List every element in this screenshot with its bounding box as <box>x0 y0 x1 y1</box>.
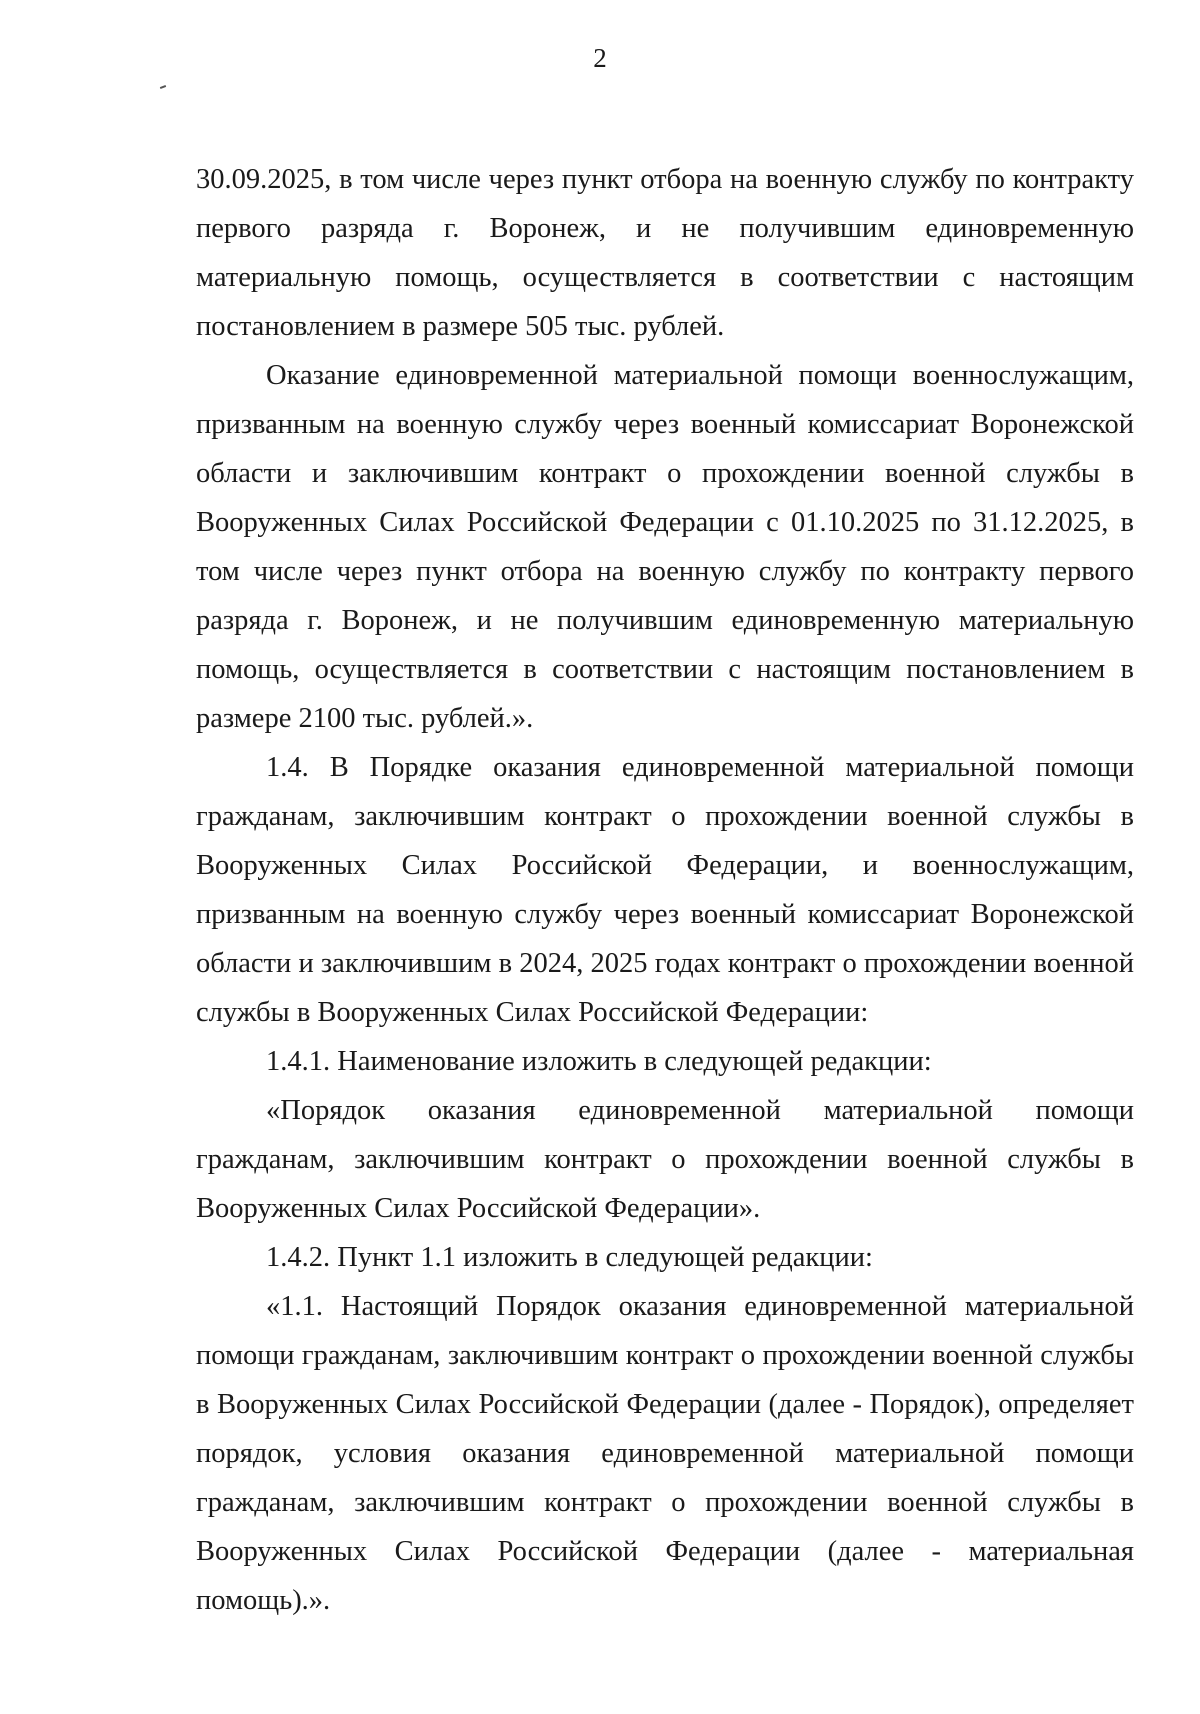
page-number: 2 <box>593 43 607 73</box>
document-body <box>196 155 1134 1625</box>
paragraph-continuation: 30.09.2025, в том числе через пункт отбора на военную службу по контракту первого разряда г. Воронеж, и не получившим единовременную материальную помощь, осуществляется в соответствии с настоящим постановлением в размере 505 тыс. рублей. <box>196 164 1134 342</box>
paragraph-item-1-4-2: 1.4.2. Пункт 1.1 изложить в следующей редакции: <box>266 1242 873 1273</box>
paragraph-item-1-4: 1.4. В Порядке оказания единовременной материальной помощи гражданам, заключившим контракт о прохождении военной службы в Вооруженных Силах Российской Федерации, и военнослужащим, призванным на военную службу через военный комиссариат Воронежской области и заключившим в 2024, 2025 годах контракт о прохождении военной службы в Вооруженных Силах Российской Федерации: <box>196 752 1134 1028</box>
paragraph-item-1-4-1: 1.4.1. Наименование изложить в следующей редакции: <box>266 1046 932 1077</box>
paragraph-assistance-2100: Оказание единовременной материальной помощи военнослужащим, призванным на военную службу через военный комиссариат Воронежской области и заключившим контракт о прохождении военной службы в Вооруженных Силах Российской Федерации с 01.10.2025 по 31.12.2025, в том числе через пункт отбора на военную службу по контракту первого разряда г. Воронеж, и не получившим единовременную материальную помощь, осуществляется в соответствии с настоящим постановлением в размере 2100 тыс. рублей.». <box>196 360 1134 734</box>
paragraph-item-1-1: «1.1. Настоящий Порядок оказания единовременной материальной помощи гражданам, заключившим контракт о прохождении военной службы в Вооруженных Силах Российской Федерации (далее - Порядок), определяет порядок, условия оказания единовременной материальной помощи гражданам, заключившим контракт о прохождении военной службы в Вооруженных Силах Российской Федерации (далее - материальная помощь).». <box>196 1291 1134 1616</box>
paragraph-new-title: «Порядок оказания единовременной материальной помощи гражданам, заключившим контракт о прохождении военной службы в Вооруженных Силах Российской Федерации». <box>196 1095 1134 1224</box>
scan-speck <box>160 85 166 89</box>
